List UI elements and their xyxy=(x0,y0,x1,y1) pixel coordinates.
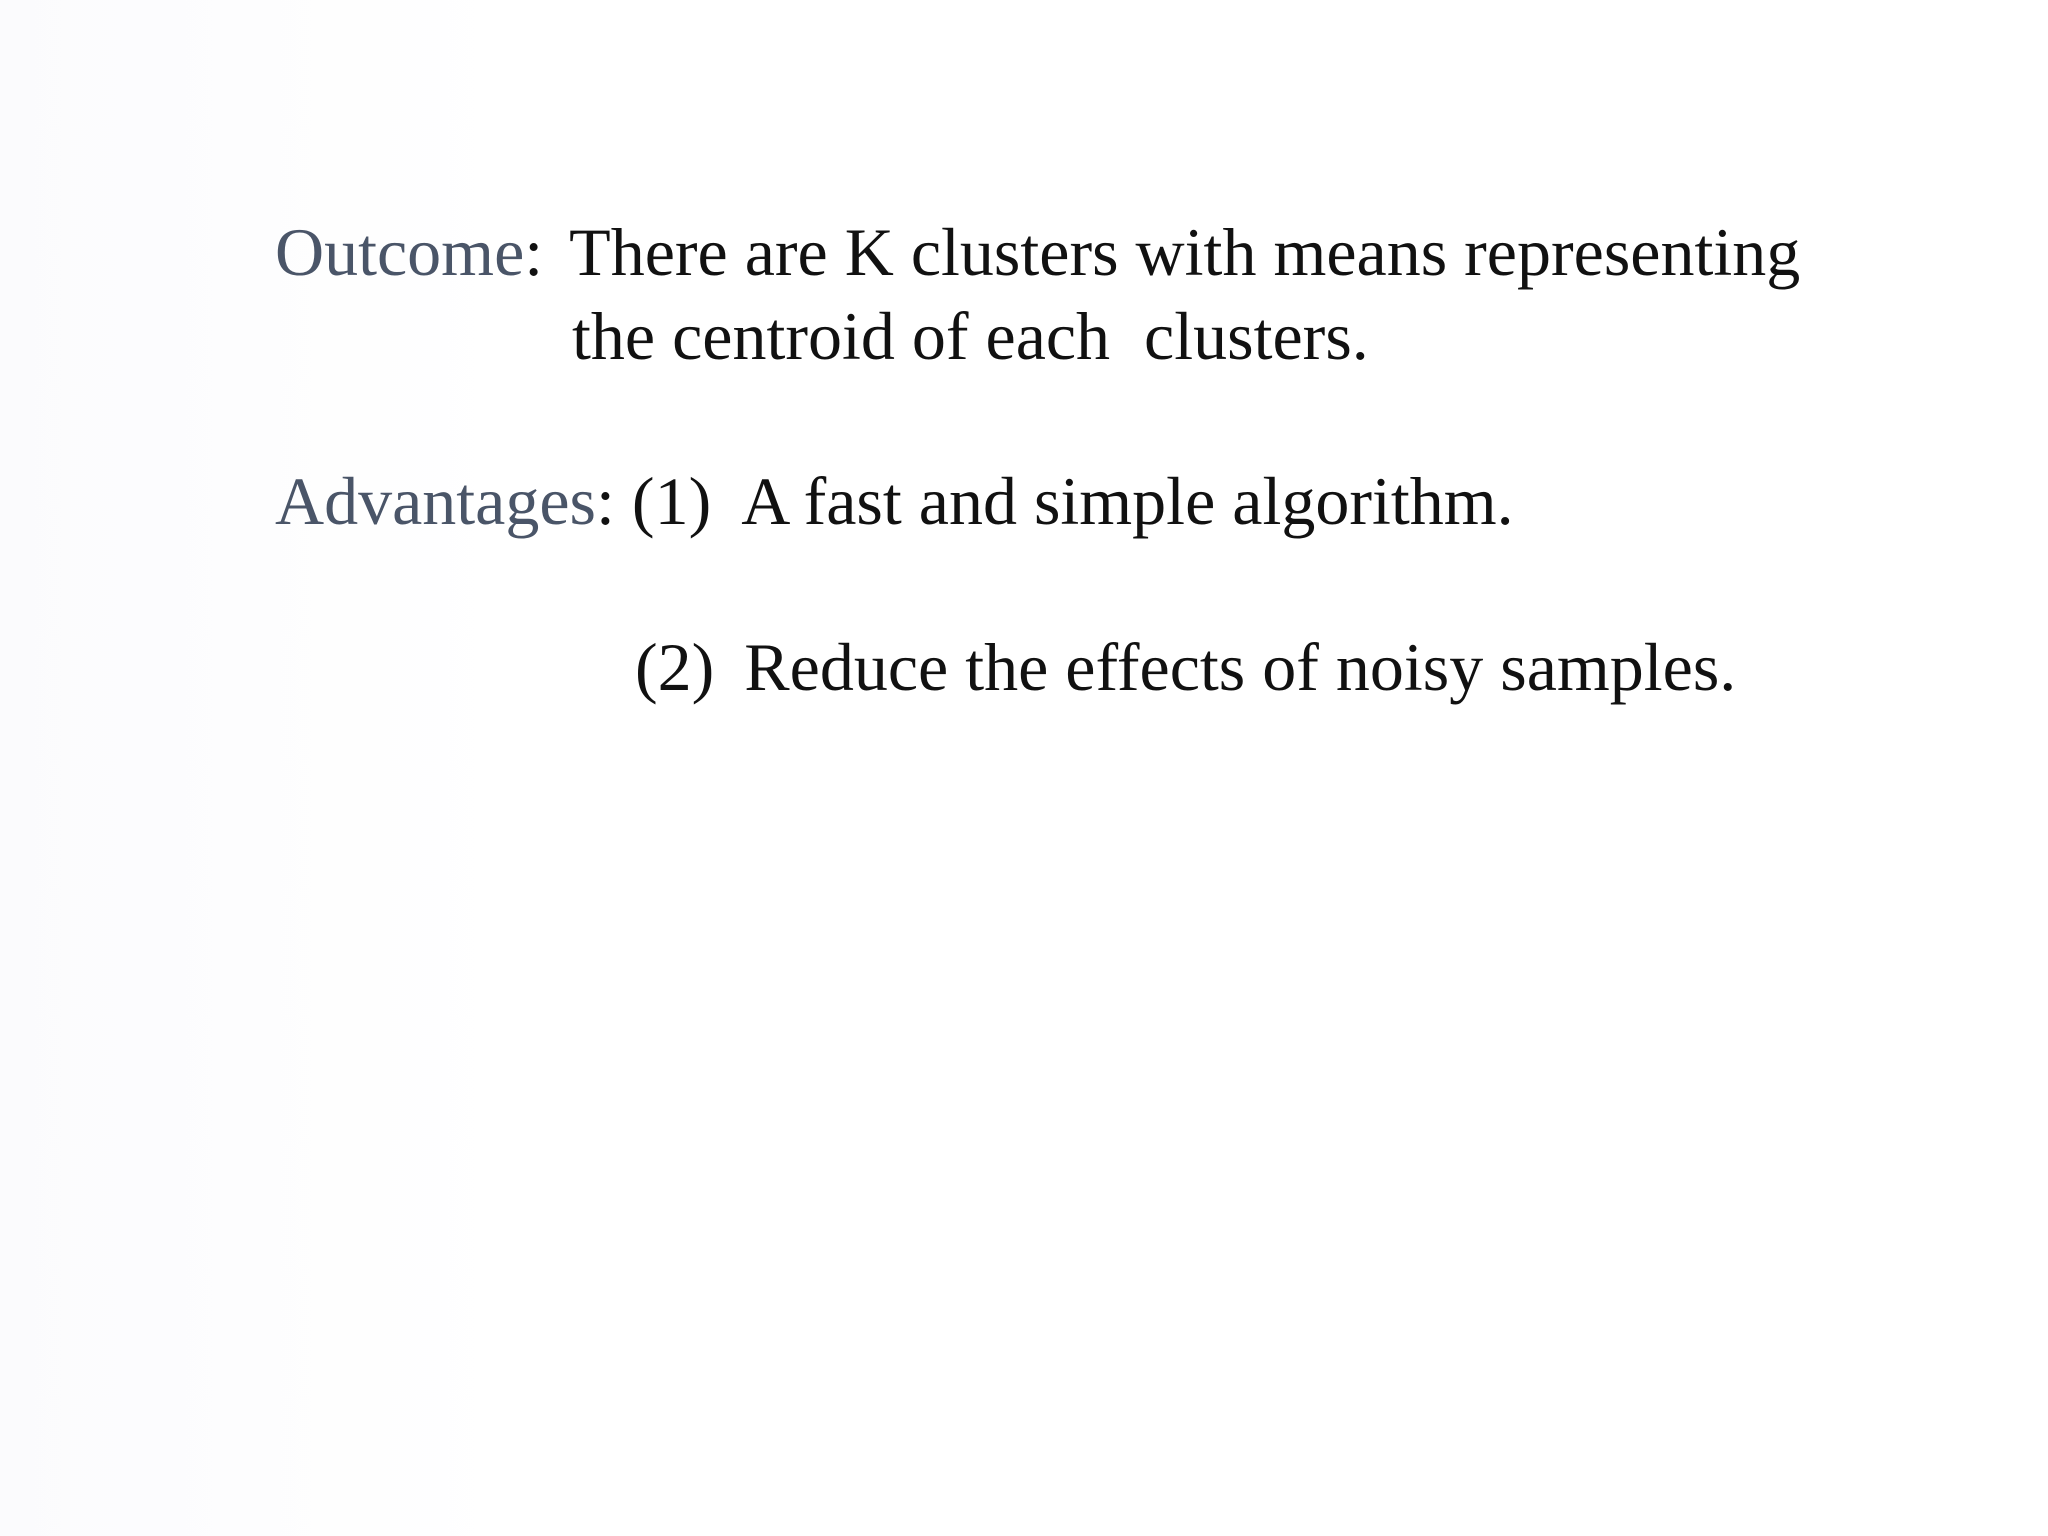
advantages-line-2 xyxy=(635,627,1736,707)
outcome-line-1 xyxy=(275,212,1800,292)
outcome-label: Outcome xyxy=(275,214,525,290)
outcome-text-line-2: the centroid of each clusters. xyxy=(572,298,1369,374)
advantage-item-2-number: (2) xyxy=(635,629,715,705)
advantage-item-1-number: (1) xyxy=(631,463,712,539)
advantage-item-1-text: A fast and simple algorithm. xyxy=(741,463,1514,539)
advantages-colon: : xyxy=(596,463,615,539)
advantages-line-1 xyxy=(275,461,1514,541)
outcome-text-line-1: There are K clusters with means representing xyxy=(569,214,1801,290)
outcome-colon: : xyxy=(524,214,544,290)
outcome-line-2 xyxy=(572,296,1369,376)
advantages-label: Advantages xyxy=(275,463,597,539)
advantage-item-2-text: Reduce the effects of noisy samples. xyxy=(744,629,1737,705)
